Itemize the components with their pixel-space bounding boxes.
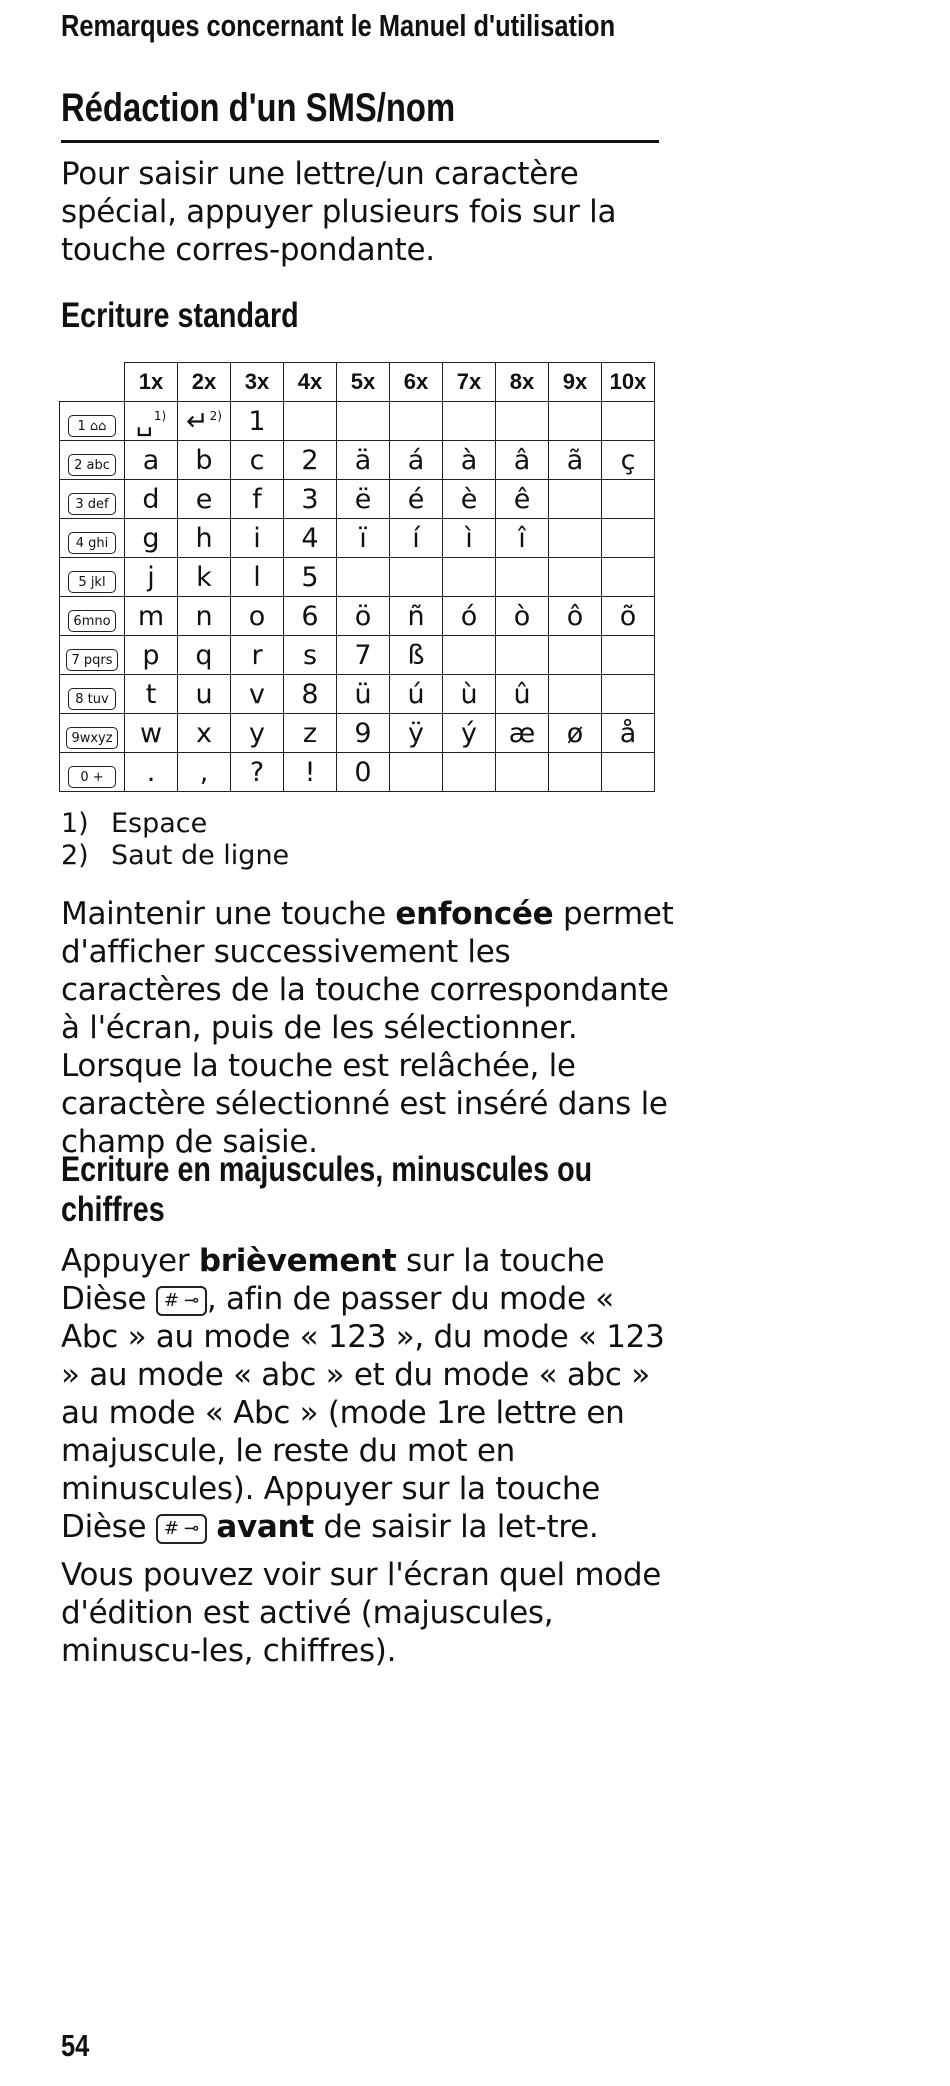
footnotes (61, 808, 289, 872)
char-value: 3 (301, 483, 319, 515)
char-value: u (195, 678, 213, 710)
char-cell (390, 402, 443, 441)
char-value: 4 (301, 522, 319, 554)
char-value: 2 (301, 444, 319, 476)
char-value: x (196, 717, 212, 749)
char-value: a (142, 444, 160, 476)
char-cell (231, 402, 284, 441)
hold-text-2: permet d'afficher successivement les caractères de la touche correspondante à l'écran, puis de les sélectionner. Lorsque la touche est relâchée, le caractère sélectionné est inséré dans le champ de saisie. (61, 896, 674, 1160)
char-value: ? (249, 756, 265, 788)
char-cell (496, 597, 549, 636)
char-cell (390, 675, 443, 714)
char-value: g (142, 522, 160, 554)
char-cell (390, 480, 443, 519)
footnote-text: Saut de ligne (111, 840, 290, 871)
char-cell (602, 519, 655, 558)
char-value: d (142, 483, 160, 515)
char-cell (125, 636, 178, 675)
char-value: z (302, 717, 318, 749)
char-cell (496, 636, 549, 675)
char-cell (549, 675, 602, 714)
char-cell (337, 441, 390, 480)
column-header: 10x (602, 363, 655, 402)
char-value: â (513, 444, 531, 476)
char-cell (390, 441, 443, 480)
char-value: . (146, 756, 156, 788)
case-text-1: Appuyer (61, 1243, 199, 1279)
case-heading (61, 1150, 701, 1230)
char-cell (284, 480, 337, 519)
char-cell (602, 714, 655, 753)
case-paragraph (61, 1242, 676, 1546)
keypad-key-icon: 0 + (68, 766, 116, 788)
char-value: j (147, 561, 155, 593)
char-cell (496, 675, 549, 714)
footnote-mark: 1) (153, 408, 167, 423)
char-cell (284, 441, 337, 480)
char-cell (125, 441, 178, 480)
table-row (60, 714, 655, 753)
char-cell (602, 558, 655, 597)
char-value: û (513, 678, 531, 710)
char-cell (390, 636, 443, 675)
char-value: ÿ (408, 717, 424, 749)
key-cell (60, 480, 125, 519)
char-cell (549, 597, 602, 636)
table-row (60, 480, 655, 519)
char-cell (549, 558, 602, 597)
char-cell (496, 519, 549, 558)
char-value: b (195, 444, 213, 476)
char-value: ý (461, 717, 477, 749)
running-header: Remarques concernant le Manuel d'utilisation (61, 8, 616, 43)
char-cell (231, 714, 284, 753)
char-cell (125, 558, 178, 597)
column-header: 5x (337, 363, 390, 402)
case-bold-2: avant (216, 1509, 314, 1545)
char-value: , (199, 756, 209, 788)
char-value: ô (566, 600, 584, 632)
char-cell (443, 675, 496, 714)
char-value: p (142, 639, 160, 671)
char-cell (443, 558, 496, 597)
char-value: y (249, 717, 265, 749)
screen-paragraph: Vous pouvez voir sur l'écran quel mode d'édition est activé (majuscules, minuscu-les, chiffres). (61, 1557, 662, 1669)
char-cell (284, 675, 337, 714)
keypad-key-icon: 1 ⌂⌂ (68, 415, 116, 437)
char-cell (337, 519, 390, 558)
char-cell (284, 519, 337, 558)
char-cell (337, 480, 390, 519)
char-cell (549, 753, 602, 792)
column-header: 7x (443, 363, 496, 402)
keypad-key-icon: 4 ghi (68, 532, 116, 554)
char-cell (231, 441, 284, 480)
char-cell (231, 558, 284, 597)
key-cell (60, 636, 125, 675)
char-value: å (619, 717, 637, 749)
char-cell (443, 714, 496, 753)
char-cell (178, 675, 231, 714)
char-value: ö (354, 600, 372, 632)
table-row (60, 441, 655, 480)
char-cell (178, 714, 231, 753)
char-value: 1 (248, 405, 266, 437)
char-cell (337, 402, 390, 441)
char-cell (337, 753, 390, 792)
char-cell (284, 636, 337, 675)
char-cell (549, 402, 602, 441)
footnote-number: 2) (61, 840, 89, 871)
footnote-text: Espace (111, 808, 208, 839)
char-value: 0 (354, 756, 372, 788)
column-header: 3x (231, 363, 284, 402)
char-value: ó (460, 600, 478, 632)
char-value: w (139, 717, 163, 749)
char-cell (549, 441, 602, 480)
char-value: ù (460, 678, 478, 710)
char-value: i (253, 522, 261, 554)
keypad-key-icon: 8 tuv (68, 688, 116, 710)
keypad-key-icon: 6mno (68, 610, 116, 632)
char-value: 5 (301, 561, 319, 593)
char-value: o (248, 600, 266, 632)
char-value: é (407, 483, 425, 515)
char-value: à (460, 444, 478, 476)
char-cell (178, 519, 231, 558)
char-value: è (460, 483, 478, 515)
case-text-4: de saisir la let-tre. (313, 1509, 599, 1545)
char-cell (284, 714, 337, 753)
case-heading-text: Ecriture en majuscules, minuscules ou chiffres (61, 1150, 593, 1229)
char-cell (602, 597, 655, 636)
char-value: n (195, 600, 213, 632)
column-header: 9x (549, 363, 602, 402)
char-value: 9 (354, 717, 372, 749)
char-value: ú (407, 678, 425, 710)
char-value: 8 (301, 678, 319, 710)
char-value: ø (566, 717, 584, 749)
char-value: ↵ (186, 405, 209, 437)
column-header: 4x (284, 363, 337, 402)
page-number: 54 (61, 2028, 90, 2063)
case-bold-1: brièvement (198, 1243, 397, 1279)
char-cell (443, 441, 496, 480)
char-value: ò (513, 600, 531, 632)
key-cell (60, 753, 125, 792)
char-cell (496, 441, 549, 480)
char-value: c (249, 444, 265, 476)
char-cell (390, 714, 443, 753)
char-cell (443, 480, 496, 519)
char-cell (337, 558, 390, 597)
char-cell (337, 675, 390, 714)
keypad-key-icon: 9wxyz (66, 727, 117, 749)
char-cell (125, 519, 178, 558)
char-cell (337, 636, 390, 675)
key-cell (60, 675, 125, 714)
intro-paragraph: Pour saisir une lettre/un caractère spécial, appuyer plusieurs fois sur la touche corres-pondante. (61, 156, 617, 268)
char-value: ␣ (135, 405, 153, 437)
char-cell (443, 597, 496, 636)
column-header: 1x (125, 363, 178, 402)
table-row (60, 558, 655, 597)
char-value: m (137, 600, 165, 632)
char-cell (125, 753, 178, 792)
char-cell (284, 597, 337, 636)
char-cell (443, 519, 496, 558)
keypad-key-icon: 7 pqrs (66, 649, 117, 671)
keypad-key-icon: 5 jkl (68, 571, 116, 593)
char-value: ç (620, 444, 636, 476)
char-cell (602, 402, 655, 441)
key-cell (60, 558, 125, 597)
case-text-2: sur la touche Dièse (61, 1243, 605, 1317)
key-cell (60, 402, 125, 441)
hold-paragraph (61, 895, 676, 1161)
char-cell (602, 480, 655, 519)
char-cell (602, 753, 655, 792)
hold-text-1: Maintenir une touche (61, 896, 396, 932)
table-row (60, 402, 655, 441)
char-value: r (251, 639, 263, 671)
hold-bold: enfoncée (395, 896, 554, 932)
footnote (61, 808, 289, 840)
char-cell (549, 636, 602, 675)
char-cell (125, 402, 178, 441)
char-cell (284, 558, 337, 597)
char-value: s (302, 639, 318, 671)
char-cell (496, 714, 549, 753)
char-value: ü (354, 678, 372, 710)
table-header-row (60, 363, 655, 402)
char-value: ã (566, 444, 584, 476)
char-cell (125, 714, 178, 753)
char-value: ! (304, 756, 316, 788)
char-cell (602, 636, 655, 675)
char-cell (178, 558, 231, 597)
char-cell (549, 480, 602, 519)
char-cell (496, 402, 549, 441)
column-header: 6x (390, 363, 443, 402)
table-row (60, 597, 655, 636)
char-value: k (196, 561, 212, 593)
char-value: î (518, 522, 526, 554)
char-cell (496, 753, 549, 792)
column-header: 8x (496, 363, 549, 402)
char-value: ï (359, 522, 367, 554)
char-cell (125, 597, 178, 636)
char-value: e (195, 483, 213, 515)
char-cell (125, 480, 178, 519)
key-cell (60, 441, 125, 480)
char-cell (231, 636, 284, 675)
char-value: f (252, 483, 262, 515)
section-title: Rédaction d'un SMS/nom (61, 86, 456, 130)
title-rule (61, 140, 659, 143)
char-cell (549, 519, 602, 558)
char-cell (496, 480, 549, 519)
char-cell (231, 597, 284, 636)
char-cell (231, 753, 284, 792)
char-value: v (249, 678, 265, 710)
char-cell (284, 402, 337, 441)
char-cell (390, 558, 443, 597)
case-text-3: , afin de passer du mode « Abc » au mode « 123 », du mode « 123 » au mode « abc » et du mode « abc » au mode « Abc » (mode 1re lettre en majuscule, le reste du mot en minuscules). Appuyer sur la touche Dièse (61, 1281, 665, 1545)
char-cell (231, 480, 284, 519)
keypad-key-icon: 3 def (68, 493, 116, 515)
char-cell (602, 675, 655, 714)
char-cell (178, 636, 231, 675)
char-cell (602, 441, 655, 480)
char-cell (443, 753, 496, 792)
char-value: h (195, 522, 213, 554)
column-header: 2x (178, 363, 231, 402)
char-value: á (407, 444, 425, 476)
key-cell (60, 519, 125, 558)
key-cell (60, 714, 125, 753)
char-value: í (412, 522, 420, 554)
char-value: õ (619, 600, 637, 632)
char-value: ä (354, 444, 372, 476)
char-value: ê (513, 483, 531, 515)
char-cell (390, 753, 443, 792)
footnote-number: 1) (61, 808, 89, 839)
char-cell (443, 636, 496, 675)
char-value: ß (407, 639, 425, 671)
char-cell (390, 519, 443, 558)
char-value: t (145, 678, 157, 710)
hash-key-icon: # ⊸ (156, 1514, 207, 1544)
table-row (60, 753, 655, 792)
char-value: 6 (301, 600, 319, 632)
hash-key-icon: # ⊸ (156, 1286, 207, 1316)
key-cell (60, 597, 125, 636)
char-value: ë (354, 483, 372, 515)
footnote (61, 840, 289, 872)
char-cell (337, 714, 390, 753)
keypad-key-icon: 2 abc (68, 454, 116, 476)
char-cell (231, 519, 284, 558)
table-body (60, 402, 655, 792)
char-cell (178, 597, 231, 636)
table-row (60, 675, 655, 714)
table-row (60, 519, 655, 558)
char-cell (125, 675, 178, 714)
character-table (59, 362, 655, 792)
char-cell (390, 597, 443, 636)
char-cell (549, 714, 602, 753)
char-cell (178, 480, 231, 519)
standard-heading: Ecriture standard (61, 296, 299, 335)
char-cell (178, 402, 231, 441)
footnote-mark: 2) (209, 408, 222, 423)
char-cell (178, 753, 231, 792)
char-cell (178, 441, 231, 480)
char-value: æ (508, 717, 536, 749)
char-value: 7 (354, 639, 372, 671)
char-cell (284, 753, 337, 792)
char-value: ñ (407, 600, 425, 632)
char-cell (231, 675, 284, 714)
char-cell (443, 402, 496, 441)
char-value: l (253, 561, 261, 593)
table-corner (60, 363, 125, 402)
table-row (60, 636, 655, 675)
char-value: ì (465, 522, 473, 554)
char-cell (496, 558, 549, 597)
char-value: q (195, 639, 213, 671)
char-cell (337, 597, 390, 636)
